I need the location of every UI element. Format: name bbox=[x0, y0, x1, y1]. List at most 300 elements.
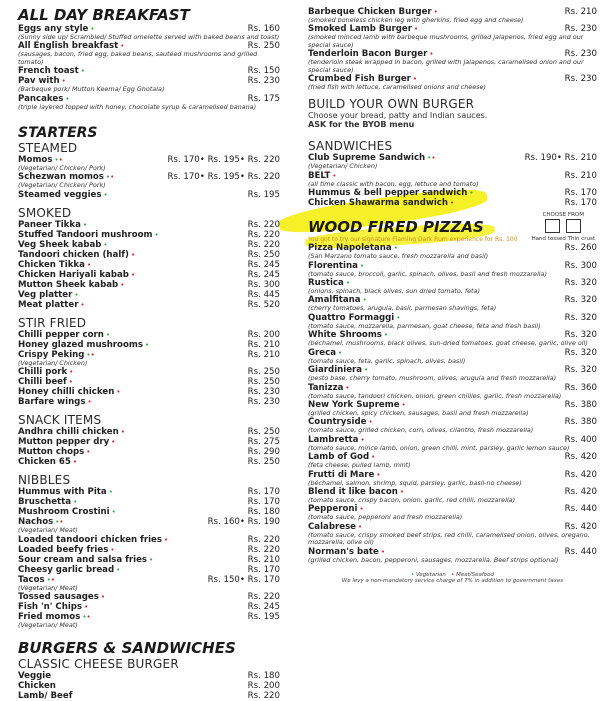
item-price: Rs. 320 bbox=[564, 312, 597, 323]
item-name: Veggie bbox=[18, 671, 52, 682]
item-name: Florentina bbox=[308, 260, 358, 271]
meat-dot-icon: • bbox=[84, 603, 89, 612]
item-description: (Vegetarian/ Meat) bbox=[18, 621, 78, 630]
menu-item bbox=[308, 198, 597, 208]
item-price: Rs. 245 bbox=[247, 259, 280, 270]
item-price: Rs. 230 bbox=[247, 387, 280, 398]
item-description: (tomato sauce, crispy bacon, onion, garlic, red chilli, mozzarella) bbox=[308, 495, 516, 504]
item-price: Rs. 180 bbox=[247, 671, 280, 682]
item-price: Rs. 440 bbox=[564, 504, 597, 515]
choose-from-label: CHOOSE FROM bbox=[542, 212, 584, 219]
menu-item bbox=[18, 270, 280, 280]
item-name: Veg platter bbox=[18, 289, 73, 300]
item-name: Mutton Sheek kabab bbox=[18, 279, 119, 290]
subsection-smoked: SMOKED bbox=[18, 205, 72, 220]
item-name: Blend it like bacon bbox=[308, 486, 398, 497]
menu-item bbox=[18, 437, 280, 447]
subsection-snack-items: SNACK ITEMS bbox=[18, 413, 102, 428]
item-price: Rs. 380 bbox=[564, 399, 597, 410]
item-description: (tenderloin steak wrapped in bacon, grilled with jalapenos, caramelised onion and our special sauce) bbox=[308, 58, 584, 74]
menu-item bbox=[18, 681, 280, 691]
item-price: Rs. 150 bbox=[247, 66, 280, 77]
menu-item bbox=[18, 250, 280, 260]
item-price: Rs. 400 bbox=[564, 434, 597, 445]
item-description: (San Marzano tomato sauce, fresh mozzarella and basil) bbox=[308, 252, 489, 261]
meat-dot-icon: • bbox=[68, 378, 73, 387]
menu-item bbox=[18, 507, 280, 517]
section-title-breakfast: ALL DAY BREAKFAST bbox=[18, 6, 190, 24]
item-name: Fish 'n' Chips bbox=[18, 602, 83, 613]
meat-dot-icon: • bbox=[120, 428, 125, 437]
item-description: (Sunny side up/ Scrambled/ Stuffed omelette served with baked beans and toast) bbox=[18, 33, 280, 41]
item-price: Rs. 160• Rs. 190 bbox=[207, 517, 280, 528]
item-description: (Barbeque pork/ Mutton Keema/ Egg Ghotala) bbox=[18, 85, 165, 94]
veg-dot-icon: • bbox=[383, 331, 389, 340]
meat-dot-icon: • bbox=[116, 388, 121, 397]
item-price: Rs. 170 bbox=[247, 487, 280, 498]
veg-dot-icon: • bbox=[144, 340, 150, 349]
veg-meat-dots-icon: •• bbox=[54, 156, 63, 165]
item-name: All English breakfast bbox=[18, 41, 119, 52]
item-price: Rs. 170• Rs. 195• Rs. 220 bbox=[167, 155, 280, 166]
veg-dot-icon: • bbox=[80, 67, 85, 76]
item-price: Rs. 160 bbox=[247, 24, 280, 34]
item-name: Greca bbox=[308, 347, 337, 358]
menu-item bbox=[18, 535, 280, 545]
item-description: (béchamel, salmon, shrimp, squid, parsley, garlic, basil-no cheese) bbox=[308, 478, 522, 487]
menu-item bbox=[18, 260, 280, 270]
item-description: (grilled chicken, bacon, pepperoni, sausages, mozzarella. Beef strips optional) bbox=[308, 555, 559, 564]
item-name: Paneer Tikka bbox=[18, 219, 81, 230]
meat-dot-icon: • bbox=[412, 75, 418, 84]
menu-item bbox=[18, 457, 280, 467]
meat-dot-icon: • bbox=[110, 545, 115, 554]
item-price: Rs. 380 bbox=[564, 417, 597, 428]
item-description: (tomato sauce, broccoli, garlic, spinach, olives, basil and fresh mozzarella) bbox=[308, 269, 547, 278]
item-name: Pancakes bbox=[18, 93, 64, 104]
item-name: Cheesy garlic bread bbox=[18, 564, 115, 575]
item-name: Crumbed Fish Burger bbox=[308, 74, 411, 85]
meat-dot-icon: • bbox=[380, 547, 385, 556]
subsection-stir-fried: STIR FRIED bbox=[18, 315, 87, 330]
item-name: Mutton pepper dry bbox=[18, 437, 110, 448]
menu-left-column bbox=[18, 6, 280, 701]
item-name: Steamed veggies bbox=[18, 189, 102, 200]
veg-dot-icon: • bbox=[65, 94, 70, 103]
veg-dot-icon: • bbox=[345, 279, 350, 288]
item-name: Lamb of God bbox=[308, 452, 370, 463]
item-price: Rs. 230 bbox=[564, 49, 597, 60]
item-name: Chilli pork bbox=[18, 367, 68, 378]
item-price: Rs. 320 bbox=[564, 330, 597, 341]
item-price: Rs. 220 bbox=[247, 544, 280, 555]
veg-dot-icon: • bbox=[396, 313, 401, 322]
item-description: (sausages, bacon, fried egg, baked beans, sautéed mushrooms and grilled tomato) bbox=[18, 50, 258, 66]
veg-meat-dots-icon: •• bbox=[82, 613, 91, 622]
menu-item bbox=[18, 545, 280, 555]
item-name: Pizza Napoletana bbox=[308, 243, 392, 254]
menu-item bbox=[18, 377, 280, 387]
item-price: Rs. 230 bbox=[564, 74, 597, 85]
item-name: Quattro Formaggi bbox=[308, 312, 395, 323]
section-title-starters: STARTERS bbox=[18, 125, 98, 142]
crust-labels bbox=[531, 236, 595, 242]
item-name: Meat platter bbox=[18, 299, 79, 310]
pizza-promo: You got to try our signature Flaming Dark Rum experience for Rs. 100 bbox=[308, 236, 518, 244]
veg-dot-icon: • bbox=[469, 189, 474, 198]
menu-item bbox=[18, 330, 280, 340]
menu-item bbox=[18, 671, 280, 681]
item-name: New York Supreme bbox=[308, 399, 400, 410]
item-name: Chilli beef bbox=[18, 377, 67, 388]
item-price: Rs. 195 bbox=[247, 189, 280, 200]
item-price: Rs. 170 bbox=[247, 497, 280, 508]
meat-dot-icon: • bbox=[80, 300, 85, 309]
legend-veg: Vegetarian bbox=[415, 571, 446, 578]
menu-item bbox=[18, 592, 280, 602]
item-description: (fried fish with lettuce, caramelised onions and cheese) bbox=[308, 83, 486, 92]
veg-meat-dots-icon: •• bbox=[86, 350, 95, 359]
item-price: Rs. 230 bbox=[564, 24, 597, 35]
menu-item bbox=[18, 367, 280, 377]
subsection-classic-burger: CLASSIC CHEESE BURGER bbox=[18, 657, 179, 672]
item-name: Rustica bbox=[308, 278, 344, 289]
item-name: French toast bbox=[18, 66, 79, 77]
item-price: Rs. 250 bbox=[247, 41, 280, 52]
item-description: (tomato sauce, crispy smoked beef strips, red chilli, caramelised onion, olives, oregano, mozzarella, olive oil) bbox=[308, 530, 590, 547]
menu-item bbox=[18, 220, 280, 230]
item-name: Calabrese bbox=[308, 521, 357, 532]
item-price: Rs. 440 bbox=[564, 546, 597, 557]
item-name: Lamb/ Beef bbox=[18, 691, 73, 701]
meat-dot-icon: • bbox=[120, 280, 125, 289]
menu-item bbox=[18, 497, 280, 507]
thin-crust-icon bbox=[566, 219, 581, 233]
veg-dot-icon: • bbox=[359, 261, 365, 270]
item-name: Club Supreme Sandwich bbox=[308, 153, 426, 164]
menu-item bbox=[308, 188, 597, 198]
item-name: Loaded tandoori chicken fries bbox=[18, 534, 163, 545]
item-name: Barbeque Chicken Burger bbox=[308, 7, 432, 17]
item-price: Rs. 520 bbox=[247, 299, 280, 310]
item-description: (tomato sauce, tandoori chicken, onion, green chillies, garlic, fresh mozzarella) bbox=[308, 391, 562, 400]
meat-dot-icon: • bbox=[399, 487, 405, 496]
item-price: Rs. 220 bbox=[247, 219, 280, 230]
item-price: Rs. 320 bbox=[564, 278, 597, 289]
item-price: Rs. 245 bbox=[247, 602, 280, 613]
menu-item bbox=[18, 190, 280, 200]
item-description: (feta cheese, pulled lamb, mint) bbox=[308, 461, 411, 470]
menu-item bbox=[18, 427, 280, 437]
item-price: Rs. 200 bbox=[247, 329, 280, 340]
menu-item bbox=[18, 565, 280, 575]
subsection-nibbles: NIBBLES bbox=[18, 473, 71, 488]
veg-dot-icon: • bbox=[111, 508, 116, 517]
item-name: Chilli pepper corn bbox=[18, 329, 104, 340]
item-name: Norman's bate bbox=[308, 546, 379, 557]
item-price: Rs. 290 bbox=[247, 447, 280, 458]
veg-dot-icon: • bbox=[116, 565, 121, 574]
item-price: Rs. 250 bbox=[247, 457, 280, 468]
item-price: Rs. 250 bbox=[247, 427, 280, 438]
meat-dot-icon: • bbox=[429, 50, 434, 59]
item-name: Hummus & bell pepper sandwich bbox=[308, 188, 468, 199]
item-name: Momos bbox=[18, 155, 53, 166]
section-title-pizzas: WOOD FIRED PIZZAS bbox=[308, 218, 484, 237]
meat-dot-icon: • bbox=[87, 398, 92, 407]
meat-dot-icon: • bbox=[332, 171, 337, 180]
veg-dot-icon: • bbox=[154, 230, 159, 239]
item-price: Rs. 420 bbox=[564, 469, 597, 480]
item-description: (smoked minced lamb with barbeque mushrooms, grilled jalapenos, fried egg and our special sauce) bbox=[308, 33, 584, 49]
veg-dot-icon: • bbox=[82, 220, 88, 229]
veg-legend-dot-icon: • bbox=[410, 571, 415, 578]
meat-dot-icon: • bbox=[450, 199, 455, 208]
item-price: Rs. 420 bbox=[564, 521, 597, 532]
item-name: Tanizza bbox=[308, 382, 344, 393]
item-description: (tomato sauce, feta, garlic, spinach, olives, basil) bbox=[308, 356, 466, 365]
veg-dot-icon: • bbox=[74, 290, 79, 299]
item-price: Rs. 180 bbox=[247, 507, 280, 518]
crust-chooser bbox=[531, 212, 595, 242]
item-name: Tossed sausages bbox=[18, 592, 99, 603]
legend-meat: Meat/Seafood bbox=[456, 571, 495, 578]
item-name: Crispy Peking bbox=[18, 349, 85, 360]
meat-dot-icon: • bbox=[401, 400, 406, 409]
meat-dot-icon: • bbox=[345, 383, 350, 392]
item-price: Rs. 320 bbox=[564, 365, 597, 376]
item-price: Rs. 250 bbox=[247, 249, 280, 260]
item-description: (triple layered topped with honey, chocolate syrup & caramelised banana) bbox=[18, 102, 257, 111]
meat-dot-icon: • bbox=[111, 438, 116, 447]
item-name: Mushroom Crostini bbox=[18, 507, 110, 518]
item-name: Fried momos bbox=[18, 612, 81, 623]
item-name: White Shrooms bbox=[308, 330, 382, 341]
veg-dot-icon: • bbox=[103, 240, 108, 249]
meat-dot-icon: • bbox=[120, 42, 125, 51]
item-name: Barfare wings bbox=[18, 397, 86, 408]
item-price: Rs. 220 bbox=[247, 229, 280, 240]
item-price: Rs. 230 bbox=[247, 397, 280, 408]
item-price: Rs. 250 bbox=[247, 377, 280, 388]
item-price: Rs. 195 bbox=[247, 612, 280, 623]
item-price: Rs. 360 bbox=[564, 382, 597, 393]
item-description: (Vegetarian/ Meat) bbox=[18, 583, 78, 592]
meat-dot-icon: • bbox=[359, 505, 364, 514]
item-price: Rs. 445 bbox=[247, 289, 280, 300]
menu-item bbox=[18, 230, 280, 240]
meat-dot-icon: • bbox=[130, 250, 136, 259]
item-name: Veg Sheek kabab bbox=[18, 239, 102, 250]
service-note: We levy a non-mandatory service charge of 7% in addition to government taxes bbox=[341, 577, 564, 584]
item-description: (béchamel, mushrooms, black olives, sun-dried tomatoes, goat cheese, garlic, olive oil) bbox=[308, 339, 588, 348]
item-price: Rs. 170• Rs. 195• Rs. 220 bbox=[167, 172, 280, 183]
item-description: (Vegetarian/ Chicken) bbox=[18, 358, 88, 367]
meat-dot-icon: • bbox=[69, 368, 74, 377]
meat-dot-icon: • bbox=[376, 470, 381, 479]
item-name: Chicken Tikka bbox=[18, 259, 85, 270]
item-name: Pav with bbox=[18, 76, 60, 87]
item-name: Schezwan momos bbox=[18, 172, 104, 183]
item-price: Rs. 210 bbox=[247, 554, 280, 565]
meat-dot-icon: • bbox=[61, 77, 66, 86]
veg-dot-icon: • bbox=[105, 330, 111, 339]
veg-dot-icon: • bbox=[393, 244, 398, 253]
item-name: Sour cream and salsa fries bbox=[18, 554, 148, 565]
item-name: Tandoori chicken (half) bbox=[18, 249, 129, 260]
veg-meat-dots-icon: •• bbox=[105, 173, 115, 182]
item-name: Amalfitana bbox=[308, 295, 361, 306]
item-price: Rs. 170 bbox=[564, 188, 597, 199]
menu-item bbox=[18, 602, 280, 612]
item-description: (tomato sauce, mozzarella, parmesan, goat cheese, feta and fresh basil) bbox=[308, 321, 541, 330]
item-name: Eggs any style bbox=[18, 24, 89, 34]
item-description: (tomato sauce, grilled chicken, corn, olives, cilantro, fresh mozzarella) bbox=[308, 426, 534, 435]
menu-item bbox=[18, 66, 280, 76]
thin-crust-label: Thin crust bbox=[567, 236, 595, 243]
item-name: BELT bbox=[308, 170, 331, 181]
meat-dot-icon: • bbox=[358, 522, 363, 531]
item-description: (pesto base, cherry tomato, mushroom, olives, arugula and fresh mozzarella) bbox=[308, 374, 557, 383]
item-price: Rs. 220 bbox=[247, 691, 280, 701]
item-price: Rs. 420 bbox=[564, 486, 597, 497]
meat-dot-icon: • bbox=[86, 448, 91, 457]
meat-dot-icon: • bbox=[414, 25, 419, 34]
item-price: Rs. 220 bbox=[247, 239, 280, 250]
item-name: Andhra chilli chicken bbox=[18, 427, 119, 438]
crust-icons bbox=[531, 218, 595, 236]
item-price: Rs. 170 bbox=[564, 198, 597, 209]
meat-dot-icon: • bbox=[371, 453, 376, 462]
meat-dot-icon: • bbox=[360, 435, 365, 444]
menu-item bbox=[18, 397, 280, 407]
veg-meat-dots-icon: •• bbox=[427, 154, 436, 163]
item-name: Mutton chops bbox=[18, 447, 85, 458]
menu-item bbox=[18, 290, 280, 300]
veg-dot-icon: • bbox=[90, 25, 95, 33]
section-title-burgers: BURGERS & SANDWICHES bbox=[18, 639, 236, 658]
item-price: Rs. 210 bbox=[564, 170, 597, 181]
item-name: Giardiniera bbox=[308, 365, 363, 376]
item-price: Rs. 210 bbox=[247, 339, 280, 350]
item-price: Rs. 210 bbox=[247, 349, 280, 360]
item-price: Rs. 175 bbox=[247, 93, 280, 104]
meat-dot-icon: • bbox=[164, 535, 169, 544]
item-price: Rs. 220 bbox=[247, 534, 280, 545]
item-description: (onions, spinach, black olives, sun dried tomato, feta) bbox=[308, 287, 480, 296]
menu-item bbox=[308, 383, 597, 393]
veg-meat-dots-icon: •• bbox=[46, 575, 55, 584]
item-price: Rs. 420 bbox=[564, 452, 597, 463]
menu-item bbox=[18, 447, 280, 457]
menu-item bbox=[18, 487, 280, 497]
menu-item bbox=[18, 387, 280, 397]
item-name: Stuffed Tandoori mushroom bbox=[18, 229, 153, 240]
veg-dot-icon: • bbox=[149, 555, 154, 564]
item-price: Rs. 300 bbox=[564, 260, 597, 271]
item-description: (cherry tomatoes, arugula, basil, parmesan shavings, feta) bbox=[308, 304, 497, 313]
item-description: (grilled chicken, spicy chicken, sausages, basil and fresh mozzarella) bbox=[308, 408, 529, 417]
item-price: Rs. 200 bbox=[247, 681, 280, 692]
subsection-sandwiches: SANDWICHES bbox=[308, 139, 393, 154]
item-name: Chicken bbox=[18, 681, 56, 692]
menu-item bbox=[18, 340, 280, 350]
item-name: Tacos bbox=[18, 574, 45, 585]
item-description: (Vegetarian/ Chicken) bbox=[308, 162, 378, 171]
item-name: Chicken 65 bbox=[18, 457, 71, 468]
item-price: Rs. 250 bbox=[247, 367, 280, 378]
menu-item bbox=[18, 555, 280, 565]
subsection-steamed: STEAMED bbox=[18, 141, 78, 156]
item-name: Chicken Hariyali kabab bbox=[18, 269, 129, 280]
item-description: (smoked boneless chicken leg with gherkins, fried egg and cheese) bbox=[308, 16, 524, 24]
item-price: Rs. 170 bbox=[247, 564, 280, 575]
item-price: Rs. 320 bbox=[564, 347, 597, 358]
meat-legend-dot-icon: • bbox=[451, 571, 455, 578]
item-price: Rs. 220 bbox=[247, 592, 280, 603]
meat-dot-icon: • bbox=[86, 260, 92, 269]
meat-dot-icon: • bbox=[100, 593, 106, 602]
item-description: (tomato sauce, mince lamb, onion, green chilli, mint, parsley, garlic lemon sauce) bbox=[308, 443, 570, 452]
veg-dot-icon: • bbox=[338, 348, 343, 357]
item-price: Rs. 230 bbox=[247, 76, 280, 87]
item-name: Bruschetta bbox=[18, 497, 72, 508]
item-price: Rs. 245 bbox=[247, 269, 280, 280]
item-name: Countryside bbox=[308, 417, 367, 428]
item-name: Hummus with Pita bbox=[18, 487, 107, 498]
pizza-header bbox=[308, 212, 597, 244]
veg-meat-dots-icon: •• bbox=[55, 518, 64, 527]
meat-dot-icon: • bbox=[433, 8, 438, 16]
item-description: (Vegetarian/ Chicken/ Pork) bbox=[18, 164, 106, 173]
hand-tossed-label: Hand tossed bbox=[531, 236, 566, 243]
item-name: Nachos bbox=[18, 517, 54, 528]
item-price: Rs. 190• Rs. 210 bbox=[524, 153, 597, 164]
item-name: Lambretta bbox=[308, 434, 359, 445]
veg-dot-icon: • bbox=[364, 366, 369, 375]
menu-item bbox=[18, 280, 280, 290]
veg-dot-icon: • bbox=[108, 488, 113, 497]
byob-note: Choose your bread, patty and Indian sauces. bbox=[308, 111, 488, 121]
menu-item bbox=[18, 300, 280, 310]
veg-dot-icon: • bbox=[362, 296, 367, 305]
item-description: (all time classic with bacon, egg, lettuce and tomato) bbox=[308, 179, 479, 188]
menu-right-column bbox=[308, 7, 597, 584]
item-name: Frutti di Mare bbox=[308, 469, 375, 480]
menu-item bbox=[18, 240, 280, 250]
item-price: Rs. 260 bbox=[564, 243, 597, 254]
item-description: (tomato sauce, pepperoni and fresh mozzarella) bbox=[308, 513, 463, 522]
item-description: (Vegetarian/ Meat) bbox=[18, 526, 78, 535]
item-price: Rs. 275 bbox=[247, 437, 280, 448]
item-price: Rs. 300 bbox=[247, 279, 280, 290]
item-price: Rs. 150• Rs. 170 bbox=[207, 574, 280, 585]
item-name: Pepperoni bbox=[308, 504, 358, 515]
item-price: Rs. 320 bbox=[564, 295, 597, 306]
item-description: (Vegetarian/ Chicken/ Pork) bbox=[18, 181, 106, 190]
item-name: Chicken Shawarma sandwich bbox=[308, 198, 448, 209]
item-name: Smoked Lamb Burger bbox=[308, 24, 413, 35]
subsection-byob: BUILD YOUR OWN BURGER bbox=[308, 97, 475, 112]
veg-dot-icon: • bbox=[103, 190, 108, 199]
item-price: Rs. 210 bbox=[564, 7, 597, 17]
hand-tossed-icon bbox=[545, 219, 560, 233]
byob-ask: ASK for the BYOB menu bbox=[308, 120, 415, 130]
meat-dot-icon: • bbox=[368, 418, 373, 427]
meat-dot-icon: • bbox=[72, 458, 77, 467]
item-name: Tenderloin Bacon Burger bbox=[308, 49, 428, 60]
meat-dot-icon: • bbox=[130, 270, 136, 279]
